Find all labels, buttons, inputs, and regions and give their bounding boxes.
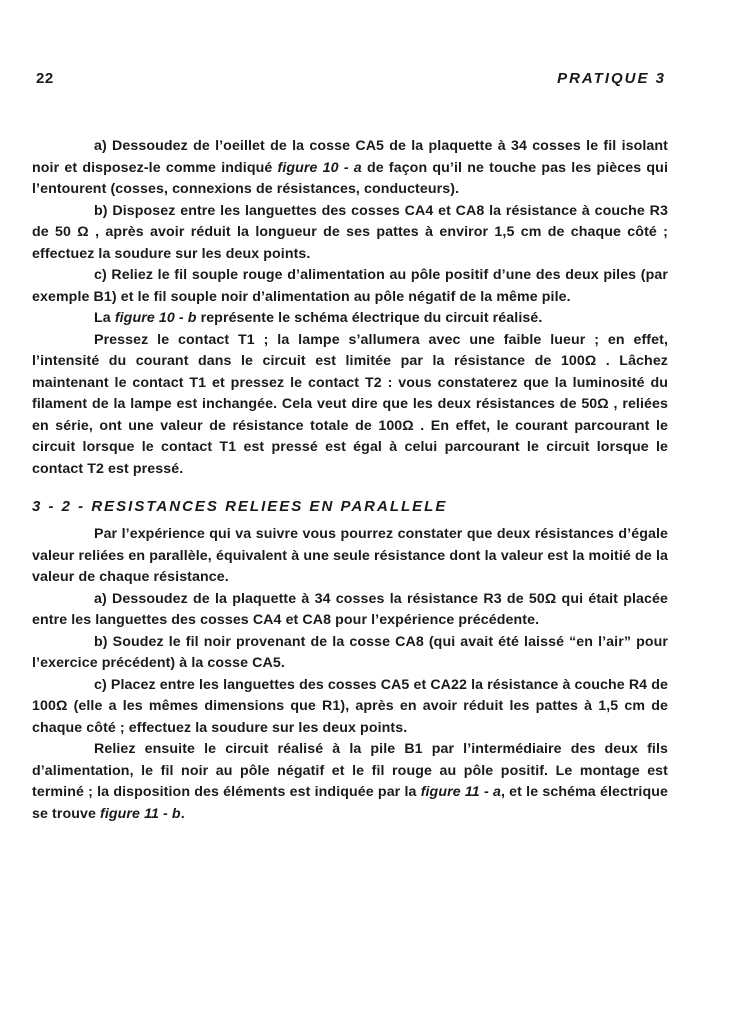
- paragraph-text: , et le schéma électrique se trouve: [32, 784, 668, 822]
- paragraph-p-a2: [32, 589, 668, 632]
- paragraph-text: Pressez le contact T1 ; la lampe s’allumera avec une faible lueur ; en effet, l’intensité du courant dans le circuit est limitée par la résistance de 100Ω . Lâchez maintenant le contact T1 et pressez le contact T2 : vous constaterez que la luminosité du filament de la lampe est inchangée. Cela veut dire que les deux résistances de 50Ω , reliées en série, ont une valeur de résistance totale de 100Ω . En effet, le courant parcourant le circuit lorsque le contact T1 est pressé est égal à celui parcourant le circuit lorsque le contact T2 est pressé.: [32, 331, 668, 477]
- paragraph-p-pressez: [32, 330, 668, 481]
- paragraph-text: .: [180, 805, 185, 822]
- paragraph-text: Par l’expérience qui va suivre vous pourrez constater que deux résistances d’égale valeur reliées en parallèle, équivalent à une seule résistance dont la valeur est la moitié de la valeur de chaque résistance.: [32, 526, 668, 585]
- paragraph-text: c) Placez entre les languettes des cosses CA5 et CA22 la résistance à couche R4 de 100Ω (elle a les mêmes dimensions que R1), après en avoir réduit les pattes à 1,5 cm de chaque côté ; effectuez la soudure sur les deux points.: [32, 676, 668, 736]
- paragraph-text: a) Dessoudez de l’oeillet de la cosse CA5 de la plaquette à 34 cosses le fil isolant noir et disposez-le comme indiqué: [32, 138, 668, 176]
- running-title: PRATIQUE 3: [557, 70, 666, 87]
- paragraph-text: a) Dessoudez de la plaquette à 34 cosses la résistance R3 de 50Ω qui était placée entre les languettes des cosses CA4 et CA8 pour l’expérience précédente.: [32, 590, 668, 628]
- figure-reference: figure 11 - a: [420, 784, 501, 800]
- paragraph-p-b2: [32, 632, 668, 675]
- paragraph-text: représente le schéma électrique du circuit réalisé.: [196, 310, 543, 326]
- paragraph-text: b) Soudez le fil noir provenant de la cosse CA8 (qui avait été laissé “en l’air” pour l’exercice précédent) à la cosse CA5.: [32, 633, 668, 671]
- page-header: [32, 70, 668, 92]
- paragraph-text: La: [94, 310, 115, 326]
- figure-reference: figure 10 - a: [277, 159, 362, 176]
- section-heading: 3 - 2 - RESISTANCES RELIEES EN PARALLELE: [32, 498, 448, 515]
- figure-reference: figure 11 - b: [100, 805, 181, 822]
- paragraphs-before: [32, 136, 668, 480]
- paragraph-p-c2: [32, 675, 668, 740]
- page-number: 22: [36, 70, 54, 87]
- document-page: [32, 0, 668, 1024]
- paragraph-text: Reliez ensuite le circuit réalisé à la pile B1 par l’intermédiaire des deux fils d’alimentation, le fil noir au pôle négatif et le fil rouge au pôle positif. Le montage est terminé ; la disposition des éléments est indiquée par la: [32, 741, 668, 800]
- paragraph-p-c: [32, 265, 668, 308]
- body-text: [32, 136, 668, 825]
- paragraph-p-figure10b: [32, 308, 668, 330]
- paragraph-p-b: [32, 201, 668, 266]
- paragraph-text: b) Disposez entre les languettes des cosses CA4 et CA8 la résistance à couche R3 de 50 Ω , après avoir réduit la longueur de ses pattes à enviror 1,5 cm de chaque côté ; effectuez la soudure sur les deux points.: [32, 202, 668, 262]
- paragraph-p-intro: [32, 524, 668, 589]
- paragraph-p-a: [32, 136, 668, 201]
- paragraph-text: c) Reliez le fil souple rouge d’alimentation au pôle positif d’une des deux piles (par exemple B1) et le fil souple noir d’alimentation au pôle négatif de la même pile.: [32, 267, 668, 305]
- paragraph-text: de façon qu’il ne touche pas les pièces qui l’entourent (cosses, connexions de résistances, conducteurs).: [32, 159, 668, 197]
- paragraph-p-reliez: [32, 739, 668, 825]
- figure-reference: figure 10 - b: [114, 310, 197, 326]
- paragraphs-after: [32, 524, 668, 825]
